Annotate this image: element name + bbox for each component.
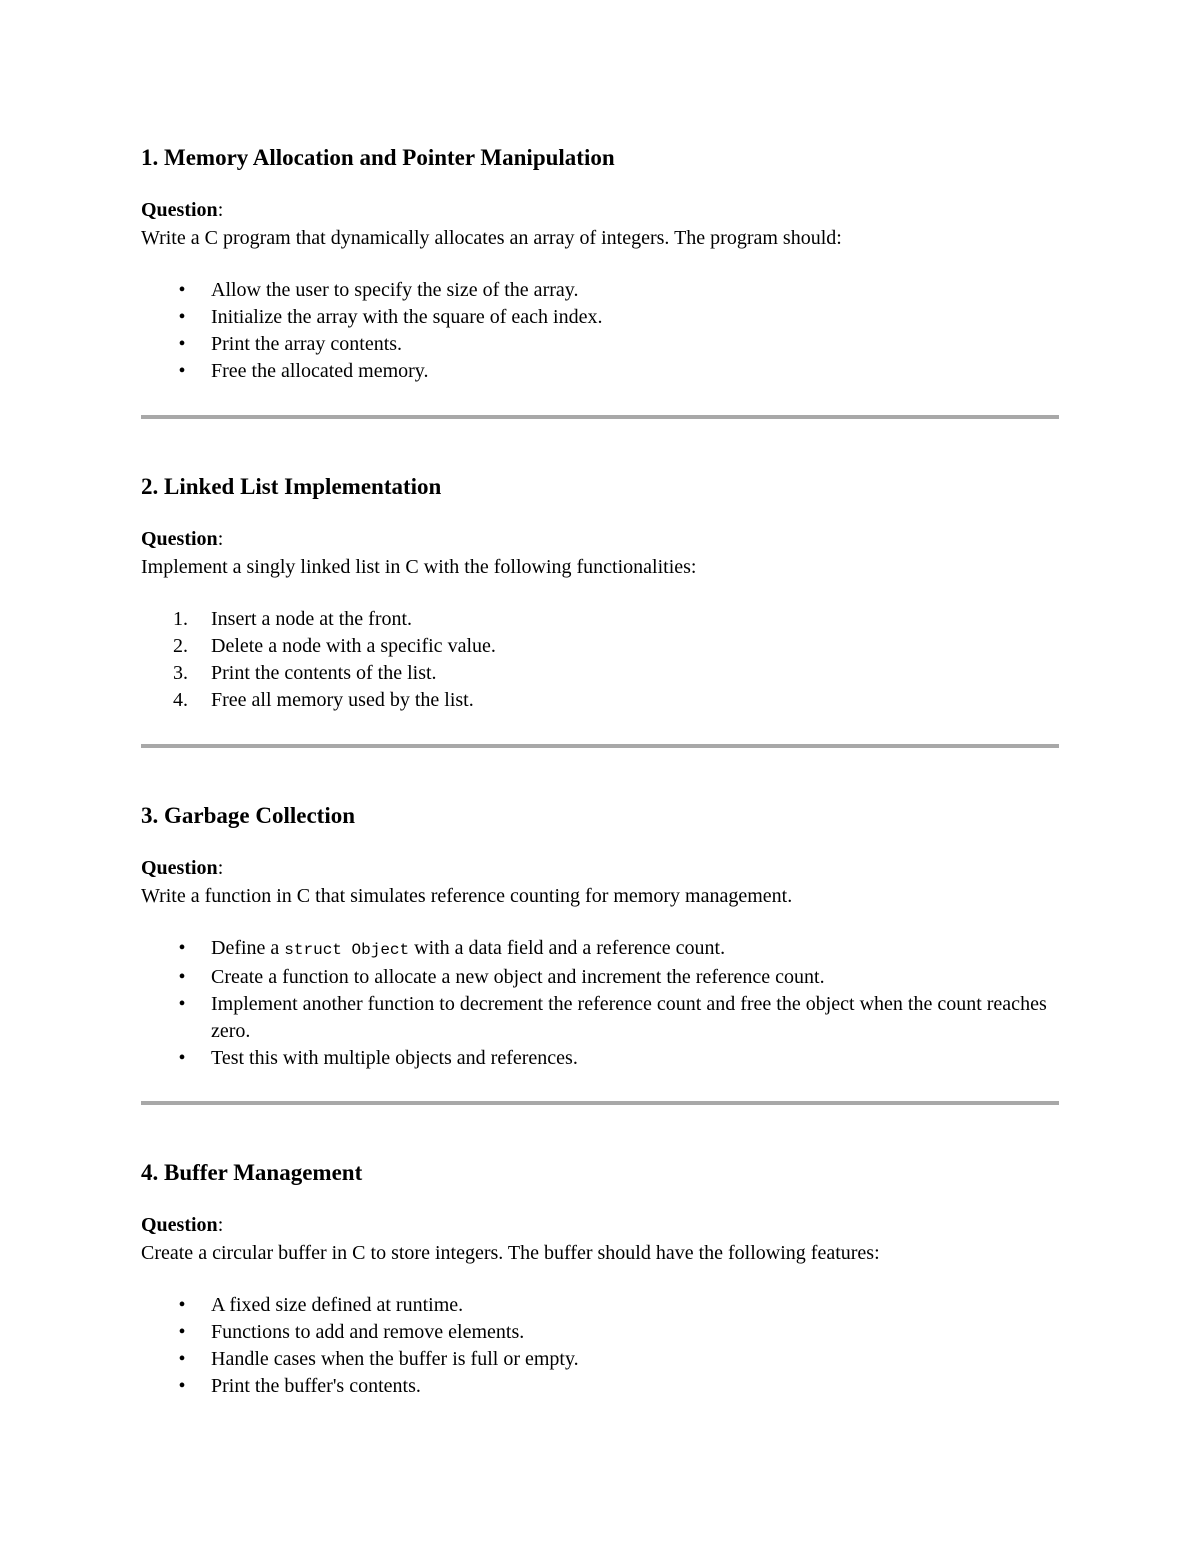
list-item: • Test this with multiple objects and references. [141,1045,1059,1072]
list-item: • Print the array contents. [141,331,1059,358]
section-garbage-collection [141,798,1059,1072]
section-title: 1. Memory Allocation and Pointer Manipulation [141,145,615,170]
bullet-icon: • [178,1294,186,1316]
list-item: • Free the allocated memory. [141,358,1059,385]
section-title: 3. Garbage Collection [141,803,355,828]
list-item: • A fixed size defined at runtime. [141,1292,1059,1319]
question-label: Question: [141,528,224,550]
horizontal-rule [141,415,1059,419]
list-item: 2. Delete a node with a specific value. [141,633,1059,660]
list-item: • Implement another function to decrement the reference count and free the object when the count reaches zero. [141,991,1059,1045]
list-number: 3. [173,662,188,684]
bullet-icon: • [178,1321,186,1343]
question-text: Write a C program that dynamically allocates an array of integers. The program should: [141,227,842,249]
list-number: 2. [173,635,188,657]
section-linked-list [141,469,1059,714]
inline-code: struct Object [284,941,410,959]
bullet-icon: • [178,1047,186,1069]
list-item: • Functions to add and remove elements. [141,1319,1059,1346]
bullet-icon: • [178,1348,186,1370]
list-item: • Handle cases when the buffer is full or empty. [141,1346,1059,1373]
horizontal-rule [141,744,1059,748]
question-text: Write a function in C that simulates reference counting for memory management. [141,885,793,907]
question-text: Implement a singly linked list in C with the following functionalities: [141,556,697,578]
section-buffer-management [141,1155,1059,1400]
section-memory-allocation [141,140,1059,385]
bullet-list [141,277,1059,385]
question-label: Question: [141,1214,224,1236]
bullet-icon: • [178,306,186,328]
bullet-icon: • [178,966,186,988]
bullet-icon: • [178,1375,186,1397]
numbered-list [141,606,1059,714]
list-item: • Define a struct Object with a data field and a reference count. [141,935,1059,964]
bullet-list [141,935,1059,1072]
section-title: 4. Buffer Management [141,1160,363,1185]
section-title: 2. Linked List Implementation [141,474,442,499]
bullet-icon: • [178,993,186,1015]
bullet-icon: • [178,360,186,382]
list-item: • Initialize the array with the square of each index. [141,304,1059,331]
horizontal-rule [141,1101,1059,1105]
question-label: Question: [141,199,224,221]
bullet-list [141,1292,1059,1400]
list-item: • Print the buffer's contents. [141,1373,1059,1400]
bullet-icon: • [178,279,186,301]
list-number: 4. [173,689,188,711]
list-item: 4. Free all memory used by the list. [141,687,1059,714]
list-item: 1. Insert a node at the front. [141,606,1059,633]
list-item: • Create a function to allocate a new object and increment the reference count. [141,964,1059,991]
bullet-icon: • [178,937,186,959]
list-item: 3. Print the contents of the list. [141,660,1059,687]
question-text: Create a circular buffer in C to store integers. The buffer should have the following features: [141,1242,880,1264]
bullet-icon: • [178,333,186,355]
list-item: • Allow the user to specify the size of the array. [141,277,1059,304]
question-label: Question: [141,857,224,879]
list-number: 1. [173,608,188,630]
